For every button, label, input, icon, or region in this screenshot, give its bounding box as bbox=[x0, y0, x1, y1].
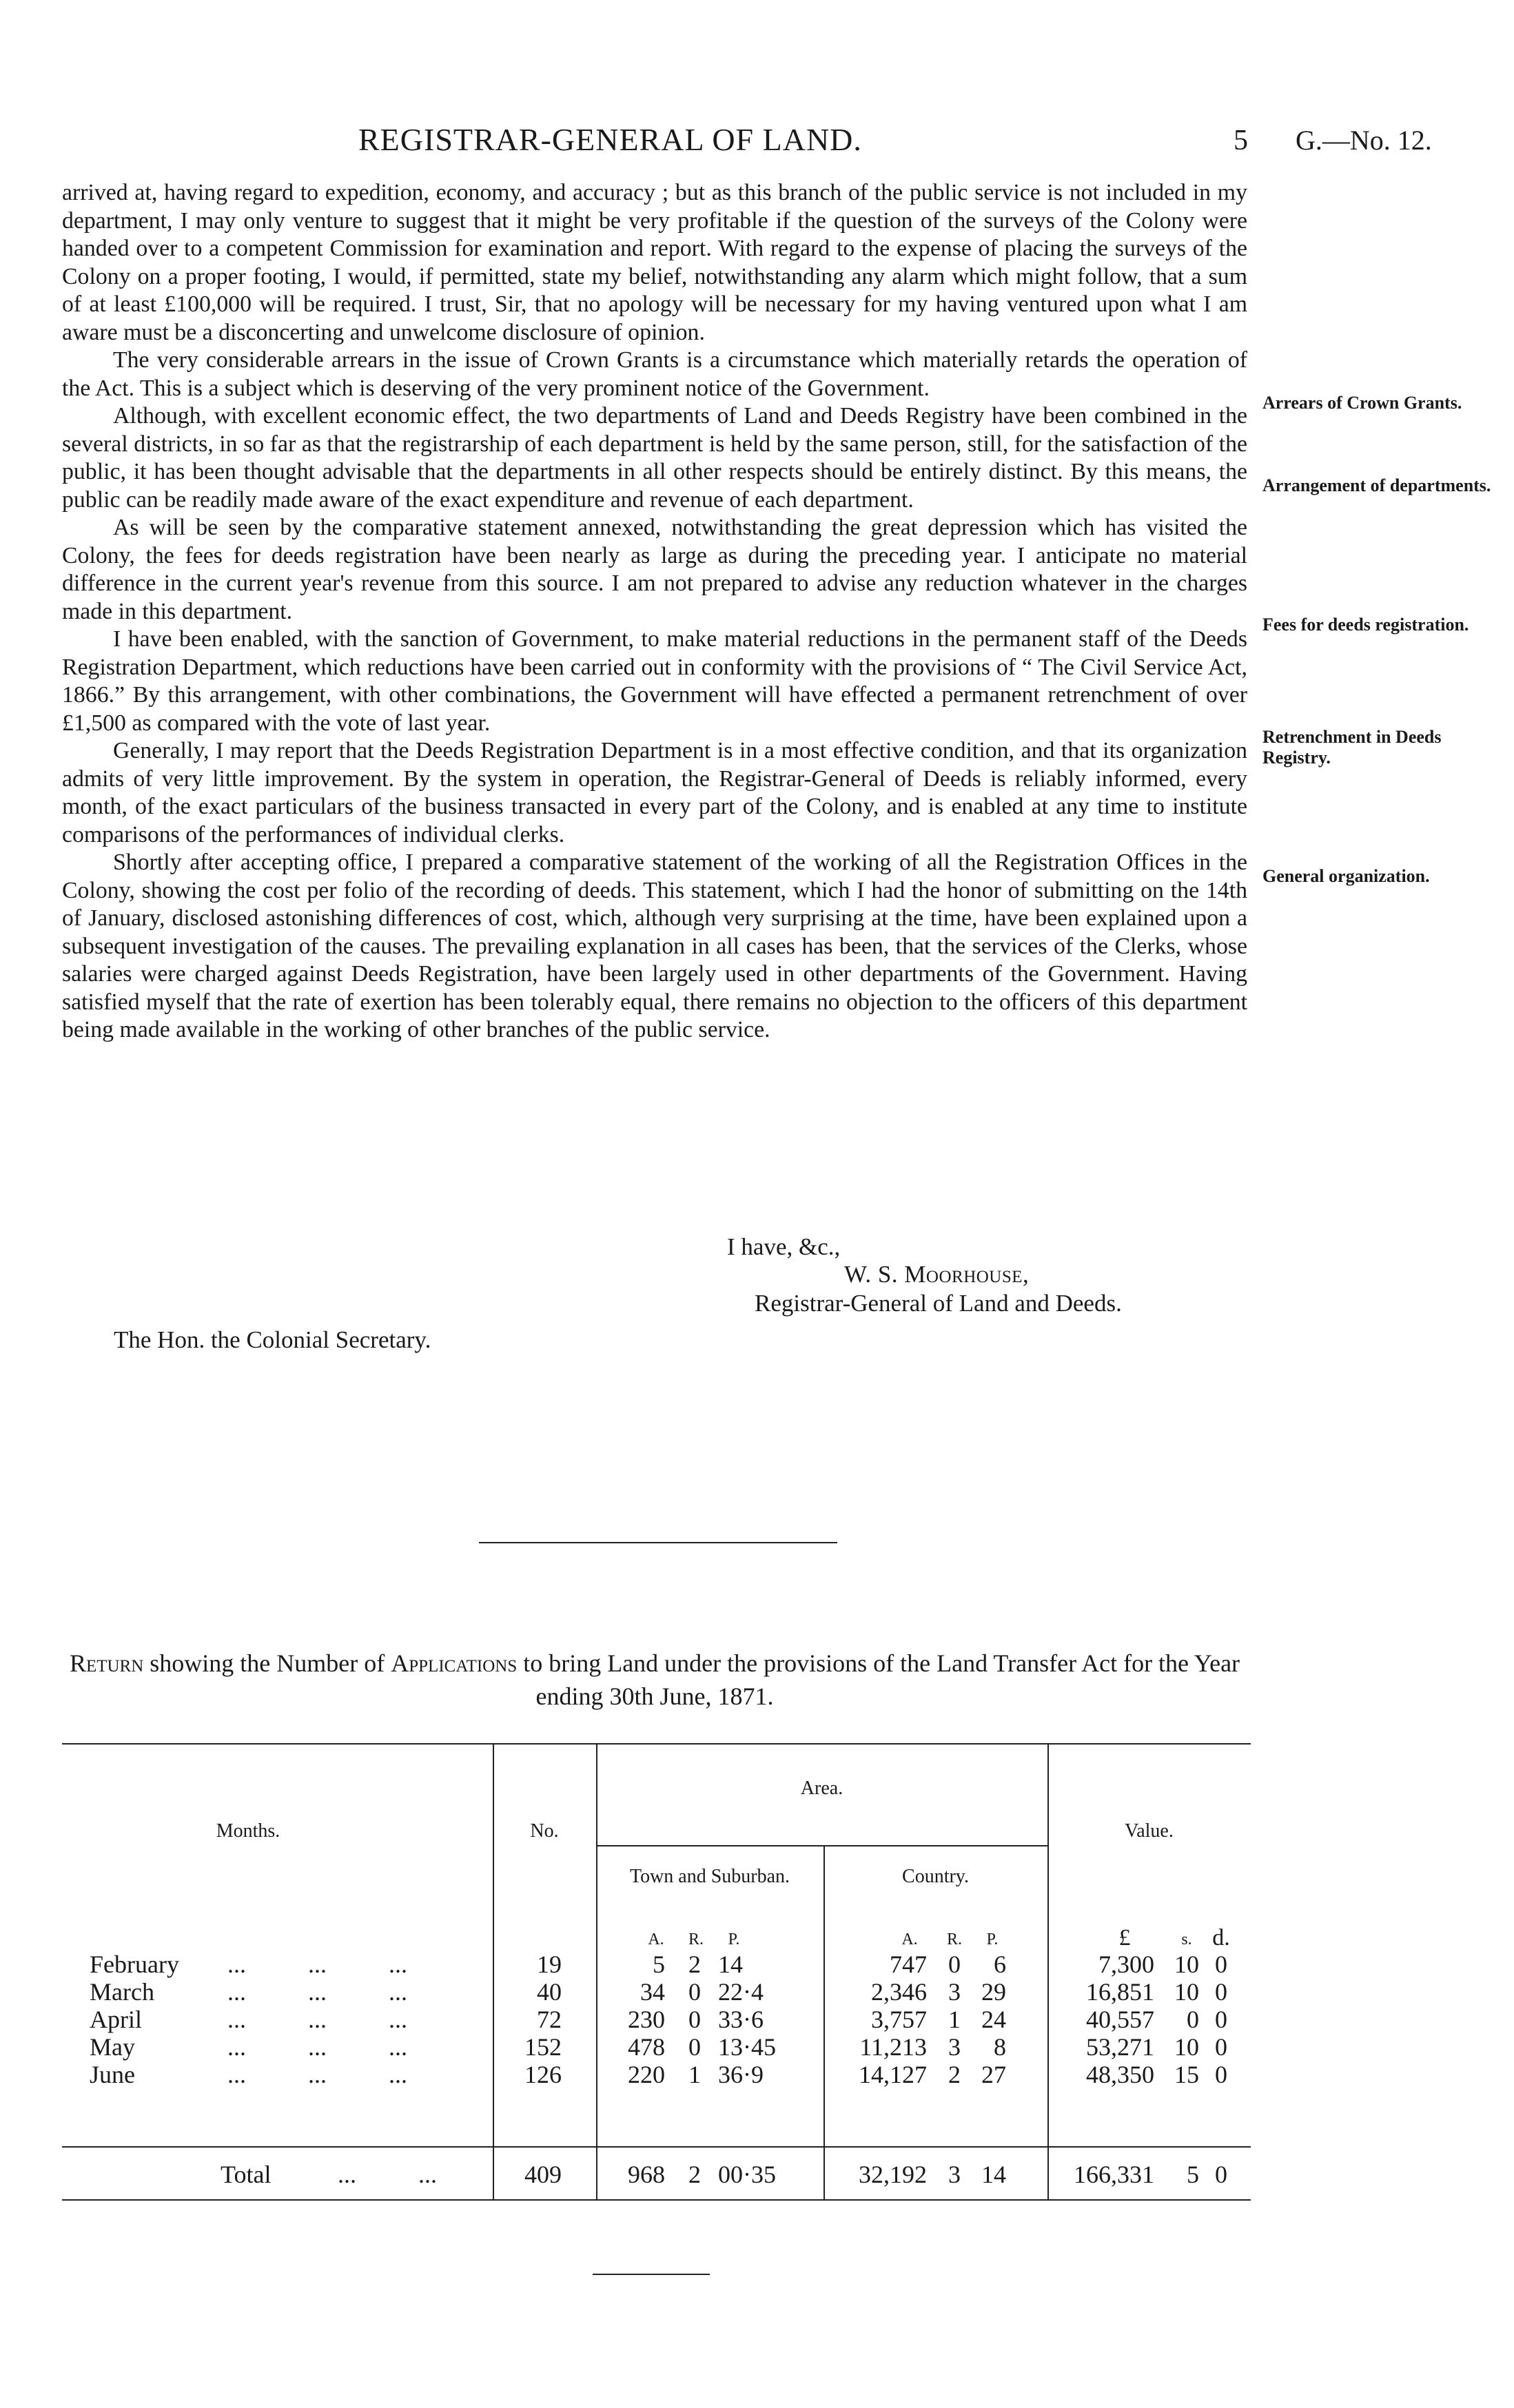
country-perches-cell: 6 bbox=[994, 1951, 1006, 1978]
country-perches-cell: 27 bbox=[981, 2061, 1006, 2088]
caption-part-2: to bring Land under the provisions of the Land Transfer Act for the Year ending 30th June, 1871. bbox=[523, 1649, 1240, 1710]
month-cell: February bbox=[90, 1951, 179, 1978]
side-note-organization: General organization. bbox=[1262, 866, 1430, 886]
header-months: Months. bbox=[216, 1820, 280, 1842]
no-cell: 72 bbox=[537, 2006, 562, 2033]
country-roods-cell: 0 bbox=[948, 1951, 961, 1978]
total-value-shillings: 5 bbox=[1187, 2161, 1199, 2188]
section-divider bbox=[479, 1542, 837, 1543]
country-perches-cell: 8 bbox=[994, 2033, 1006, 2061]
signatory-title: Registrar-General of Land and Deeds. bbox=[755, 1290, 1122, 1317]
country-acres-cell: 11,213 bbox=[859, 2033, 927, 2061]
no-cell: 19 bbox=[537, 1951, 562, 1978]
country-roods-cell: 3 bbox=[948, 1978, 961, 2006]
total-country-roods: 3 bbox=[948, 2161, 961, 2188]
total-row bbox=[62, 2160, 1251, 2189]
value-pounds-cell: 53,271 bbox=[1086, 2033, 1154, 2061]
header-town: Town and Suburban. bbox=[629, 1866, 790, 1887]
town-roods-cell: 1 bbox=[688, 2061, 701, 2088]
paragraph: arrived at, having regard to expedition, economy, and accuracy ; but as this branch of the public service is not included in my department, I may only venture to suggest that it might be very profitable if the question of the surveys of the Colony were handed over to a competent Commission for examination and report. With regard to the expense of placing the surveys of the Colony on a proper footing, I would, if permitted, state my belief, notwithstanding any alarm which might follow, that a sum of at least £100,000 will be required. I trust, Sir, that no apology will be necessary for my having ventured upon what I am aware must be a disconcerting and unwelcome disclosure of opinion. bbox=[62, 180, 1247, 345]
town-perches-cell: 33·6 bbox=[718, 2006, 764, 2033]
total-value-pence: 0 bbox=[1215, 2161, 1227, 2188]
unit-shillings: s. bbox=[1181, 1931, 1192, 1948]
value-pence-cell: 0 bbox=[1215, 2033, 1227, 2061]
applications-table bbox=[62, 1743, 1251, 2198]
paragraph: Although, with excellent economic effect, the two departments of Land and Deeds Registry have been combined in the several districts, in so far as that the registrarship of each department is held by the same person, still, for the satisfaction of the public, it has been thought advisable that the departments in all other respects should be entirely distinct. By this means, the public can be readily made aware of the exact expenditure and revenue of each department. bbox=[62, 403, 1247, 513]
town-acres-cell: 220 bbox=[628, 2061, 665, 2088]
no-cell: 126 bbox=[524, 2061, 562, 2088]
value-pounds-cell: 16,851 bbox=[1086, 1978, 1154, 2006]
town-acres-cell: 230 bbox=[628, 2006, 665, 2033]
total-town-roods: 2 bbox=[688, 2161, 701, 2188]
leader-dots: ... ... ... bbox=[227, 2061, 407, 2088]
report-body bbox=[62, 179, 1247, 1045]
table-row bbox=[62, 1950, 1251, 1979]
no-cell: 152 bbox=[524, 2033, 562, 2061]
header-area: Area. bbox=[800, 1778, 843, 1799]
table-row bbox=[62, 2005, 1251, 2034]
town-perches-cell: 22·4 bbox=[718, 1978, 764, 2006]
side-note-arrangement: Arrangement of departments. bbox=[1262, 475, 1491, 495]
town-perches-cell: 14 bbox=[718, 1951, 743, 1978]
month-cell: May bbox=[90, 2033, 135, 2061]
month-cell: June bbox=[90, 2061, 135, 2088]
header-no: No. bbox=[530, 1820, 559, 1842]
country-acres-cell: 2,346 bbox=[871, 1978, 927, 2006]
leader-dots: ... ... ... bbox=[227, 1978, 407, 2006]
area-subheader-rule bbox=[596, 1845, 1047, 1846]
value-pence-cell: 0 bbox=[1215, 1978, 1227, 2006]
unit-perches: P. bbox=[986, 1931, 999, 1948]
total-no-cell: 409 bbox=[524, 2161, 562, 2188]
paragraph: As will be seen by the comparative statement annexed, notwithstanding the great depression which has visited the Colony, the fees for deeds registration have been nearly as large as during the preceding year. I anticipate no material difference in the current year's revenue from this source. I am not prepared to advise any reduction whatever in the charges made in this department. bbox=[62, 515, 1247, 624]
total-town-perches: 00·35 bbox=[718, 2161, 776, 2188]
value-pounds-cell: 7,300 bbox=[1098, 1951, 1154, 1978]
total-town-acres: 968 bbox=[628, 2161, 665, 2188]
paragraph: The very considerable arrears in the issue of Crown Grants is a circumstance which materially retards the operation of the Act. This is a subject which is deserving of the very prominent notice of the Government. bbox=[62, 347, 1247, 401]
town-roods-cell: 0 bbox=[688, 1978, 701, 2006]
leader-dots: ... ... ... bbox=[227, 2006, 407, 2033]
side-note-retrenchment: Retrenchment in Deeds Registry. bbox=[1262, 727, 1442, 768]
town-roods-cell: 0 bbox=[688, 2006, 701, 2033]
unit-roods: R. bbox=[946, 1931, 962, 1948]
total-label: Total bbox=[221, 2161, 272, 2188]
caption-applications-word: Applications bbox=[391, 1649, 518, 1677]
unit-pence: d. bbox=[1212, 1925, 1230, 1951]
unit-acres: A. bbox=[901, 1931, 918, 1948]
closing: I have, &c., bbox=[727, 1233, 841, 1260]
country-roods-cell: 3 bbox=[948, 2033, 961, 2061]
total-country-perches: 14 bbox=[981, 2161, 1006, 2188]
page-title: REGISTRAR-GENERAL OF LAND. bbox=[358, 122, 862, 157]
caption-part-1: showing the Number of bbox=[150, 1649, 385, 1677]
side-note-crown-grants: Arrears of Crown Grants. bbox=[1262, 393, 1462, 413]
table-row bbox=[62, 1977, 1251, 2006]
value-pence-cell: 0 bbox=[1215, 2061, 1227, 2088]
country-acres-cell: 747 bbox=[890, 1951, 927, 1978]
return-caption bbox=[59, 1647, 1251, 1713]
end-divider bbox=[593, 2274, 710, 2275]
value-shillings-cell: 10 bbox=[1174, 2033, 1199, 2061]
unit-acres: A. bbox=[648, 1931, 664, 1948]
table-total-rule bbox=[62, 2146, 1251, 2148]
value-shillings-cell: 0 bbox=[1187, 2006, 1199, 2033]
table-row bbox=[62, 2060, 1251, 2089]
caption-return-word: Return bbox=[69, 1649, 144, 1677]
country-roods-cell: 1 bbox=[948, 2006, 961, 2033]
table-row bbox=[62, 2033, 1251, 2061]
table-bottom-rule bbox=[62, 2199, 1251, 2201]
leader-dots: ... ... bbox=[338, 2161, 437, 2188]
country-acres-cell: 14,127 bbox=[859, 2061, 927, 2088]
signatory-name: W. S. Moorhouse, bbox=[844, 1261, 1030, 1288]
document-code: G.—No. 12. bbox=[1296, 125, 1432, 156]
no-cell: 40 bbox=[537, 1978, 562, 2006]
paragraph: I have been enabled, with the sanction of Government, to make material reductions in the permanent staff of the Deeds Registration Department, which reductions have been carried out in conformity with the provisions of “ The Civil Service Act, 1866.” By this arrangement, with other combinations, the Government will have effected a permanent retrenchment of over £1,500 as compared with the vote of last year. bbox=[62, 626, 1247, 736]
addressee: The Hon. the Colonial Secretary. bbox=[114, 1326, 431, 1353]
value-shillings-cell: 10 bbox=[1174, 1951, 1199, 1978]
leader-dots: ... ... ... bbox=[227, 1951, 407, 1978]
town-roods-cell: 2 bbox=[688, 1951, 701, 1978]
total-value-pounds: 166,331 bbox=[1074, 2161, 1154, 2188]
unit-pounds: £ bbox=[1118, 1925, 1131, 1951]
page-number: 5 bbox=[1234, 125, 1248, 156]
value-shillings-cell: 10 bbox=[1174, 1978, 1199, 2006]
table-top-rule bbox=[62, 1743, 1251, 1745]
header-value: Value. bbox=[1125, 1820, 1174, 1842]
value-pence-cell: 0 bbox=[1215, 1951, 1227, 1978]
value-shillings-cell: 15 bbox=[1174, 2061, 1199, 2088]
leader-dots: ... ... ... bbox=[227, 2033, 407, 2061]
value-pounds-cell: 48,350 bbox=[1086, 2061, 1154, 2088]
town-acres-cell: 478 bbox=[628, 2033, 665, 2061]
paragraph: Generally, I may report that the Deeds Registration Department is in a most effective condition, and that its organization admits of very little improvement. By the system in operation, the Registrar-General of Deeds is reliably informed, every month, of the exact particulars of the business transacted in every part of the Colony, and is enabled at any time to institute comparisons of the performances of individual clerks. bbox=[62, 738, 1247, 847]
unit-perches: P. bbox=[728, 1931, 740, 1948]
town-acres-cell: 34 bbox=[640, 1978, 665, 2006]
town-roods-cell: 0 bbox=[688, 2033, 701, 2061]
total-country-acres: 32,192 bbox=[859, 2161, 927, 2188]
header-country: Country. bbox=[902, 1866, 969, 1887]
country-acres-cell: 3,757 bbox=[871, 2006, 927, 2033]
town-perches-cell: 36·9 bbox=[718, 2061, 764, 2088]
town-perches-cell: 13·45 bbox=[718, 2033, 776, 2061]
town-acres-cell: 5 bbox=[653, 1951, 665, 1978]
country-perches-cell: 24 bbox=[981, 2006, 1006, 2033]
country-perches-cell: 29 bbox=[981, 1978, 1006, 2006]
paragraph: Shortly after accepting office, I prepared a comparative statement of the working of all the Registration Offices in the Colony, showing the cost per folio of the recording of deeds. This statement, which I had the honor of submitting on the 14th of January, disclosed astonishing differences of cost, which, although very surprising at the time, have been explained upon a subsequent investigation of the causes. The prevailing explanation in all cases has been, that the services of the Clerks, whose salaries were charged against Deeds Registration, have been largely used in other departments of the Government. Having satisfied myself that the rate of exertion has been tolerably equal, there remains no objection to the officers of this department being made available in the working of other branches of the public service. bbox=[62, 850, 1247, 1042]
month-cell: April bbox=[90, 2006, 142, 2033]
unit-roods: R. bbox=[688, 1931, 704, 1948]
value-pounds-cell: 40,557 bbox=[1086, 2006, 1154, 2033]
country-roods-cell: 2 bbox=[948, 2061, 961, 2088]
value-pence-cell: 0 bbox=[1215, 2006, 1227, 2033]
month-cell: March bbox=[90, 1978, 154, 2006]
side-note-fees: Fees for deeds registration. bbox=[1262, 615, 1469, 635]
